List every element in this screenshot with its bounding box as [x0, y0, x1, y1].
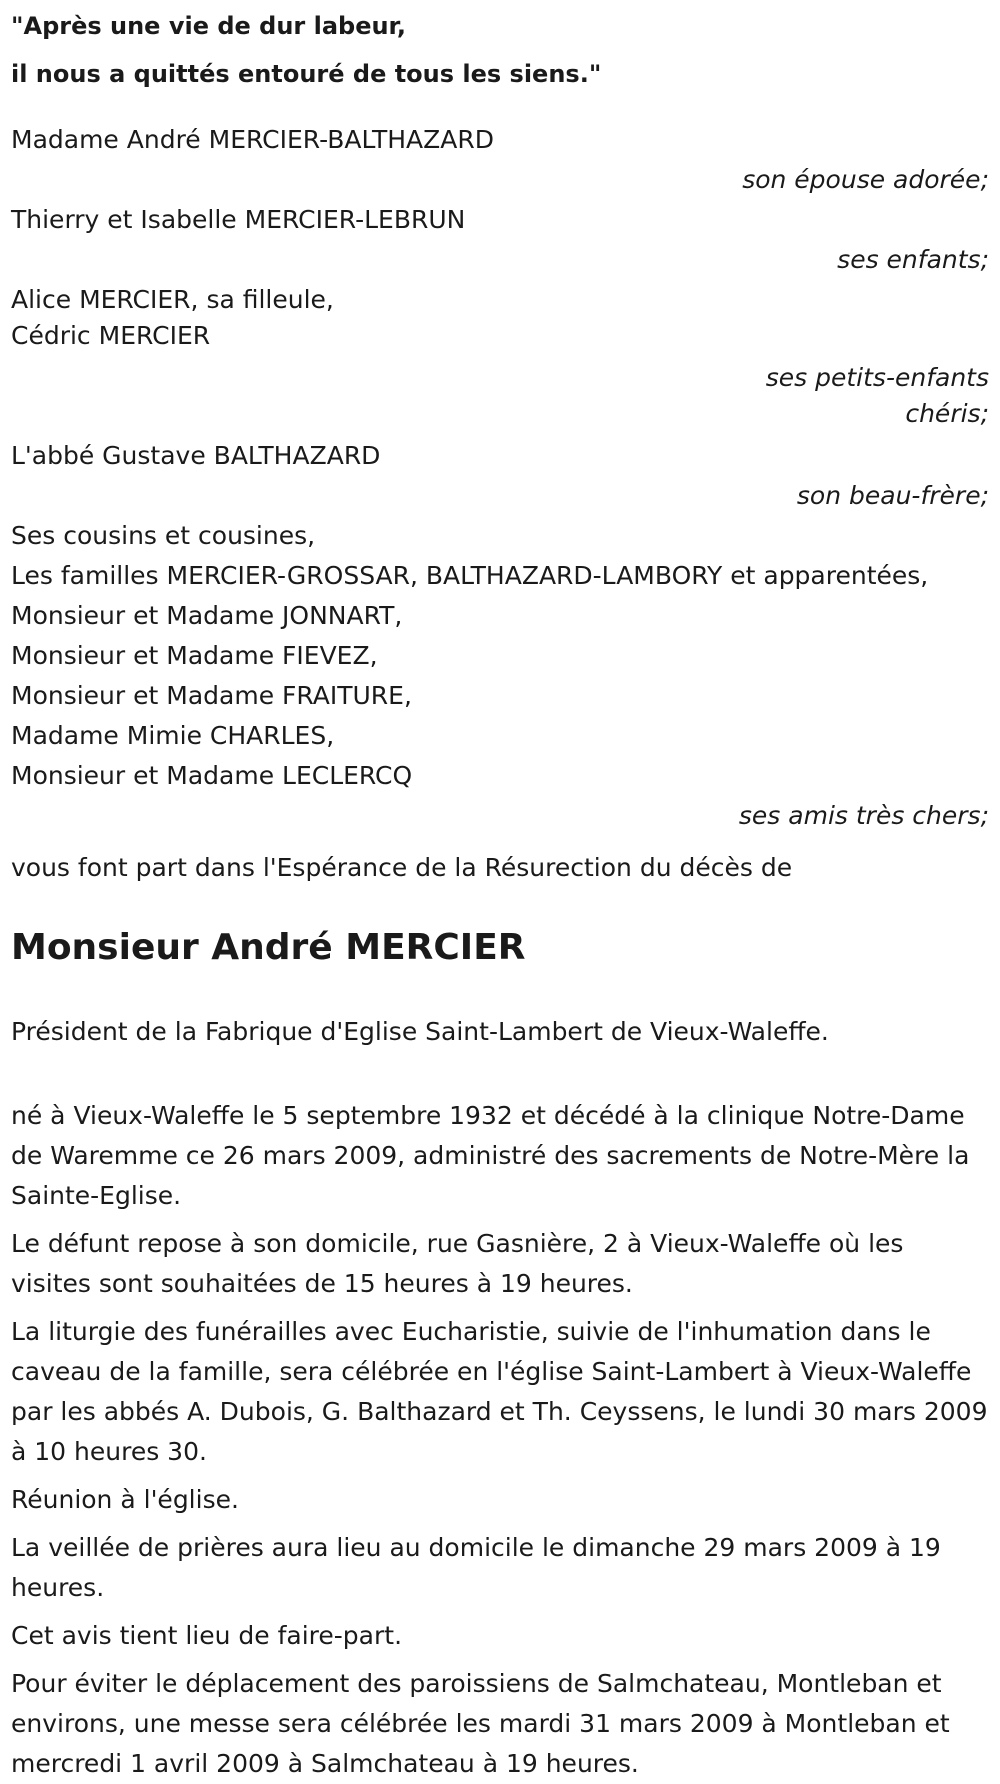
family-role: ses enfants;	[837, 245, 989, 274]
family-name: Alice MERCIER, sa filleule,	[11, 285, 334, 314]
family-name: Les familles MERCIER-GROSSAR, BALTHAZARD-LAMBORY et apparentées,	[11, 561, 929, 590]
epigraph	[11, 2, 989, 98]
paragraph-meeting: Réunion à l'église.	[11, 1485, 239, 1514]
family-entry-friends	[11, 516, 989, 836]
family-name: Cédric MERCIER	[11, 321, 211, 350]
family-name: Monsieur et Madame LECLERCQ	[11, 761, 413, 790]
family-role: son beau-frère;	[796, 481, 989, 510]
paragraph-funeral: La liturgie des funérailles avec Eucharistie, suivie de l'inhumation dans le caveau de la famille, sera célébrée en l'église Saint-Lambert à Vieux-Waleffe par les abbés A. Dubois, G. Balthazard et Th. Ceyssens, le lundi 30 mars 2009 à 10 heures 30.	[11, 1317, 988, 1466]
family-name: Madame Mimie CHARLES,	[11, 721, 335, 750]
paragraph-birth-death: né à Vieux-Waleffe le 5 septembre 1932 et décédé à la clinique Notre-Dame de Waremme ce 26 mars 2009, administré des sacrements de Notre-Mère la Sainte-Eglise.	[11, 1101, 970, 1210]
paragraph-mass: Pour éviter le déplacement des paroissiens de Salmchateau, Montleban et environs, une messe sera célébrée les mardi 31 mars 2009 à Montleban et mercredi 1 avril 2009 à Salmchateau à 19 heures.	[11, 1669, 950, 1778]
epigraph-line-1: "Après une vie de dur labeur,	[11, 12, 406, 40]
family-name: L'abbé Gustave BALTHAZARD	[11, 441, 381, 470]
deceased-title: Président de la Fabrique d'Eglise Saint-Lambert de Vieux-Waleffe.	[11, 1017, 829, 1046]
family-name: Ses cousins et cousines,	[11, 521, 316, 550]
family-entry-grandchildren	[11, 280, 989, 434]
paragraph-notice: Cet avis tient lieu de faire-part.	[11, 1621, 403, 1650]
family-name: Madame André MERCIER-BALTHAZARD	[11, 125, 494, 154]
family-name: Thierry et Isabelle MERCIER-LEBRUN	[11, 205, 466, 234]
family-role: ses petits-enfants	[765, 363, 989, 392]
obituary-page	[0, 2, 1000, 1778]
family-name: Monsieur et Madame FRAITURE,	[11, 681, 412, 710]
family-role: ses amis très chers;	[738, 801, 989, 830]
deceased-name: Monsieur André MERCIER	[11, 927, 526, 968]
family-name: Monsieur et Madame JONNART,	[11, 601, 403, 630]
paragraph-visitation: Le défunt repose à son domicile, rue Gasnière, 2 à Vieux-Waleffe où les visites sont souhaitées de 15 heures à 19 heures.	[11, 1229, 904, 1298]
family-entry-brother-in-law	[11, 436, 989, 516]
family-role: chéris;	[905, 399, 989, 428]
epigraph-line-2: il nous a quittés entouré de tous les siens."	[11, 60, 602, 88]
paragraph-vigil: La veillée de prières aura lieu au domicile le dimanche 29 mars 2009 à 19 heures.	[11, 1533, 941, 1602]
announcement: vous font part dans l'Espérance de la Résurection du décès de	[11, 853, 793, 882]
family-name: Monsieur et Madame FIEVEZ,	[11, 641, 378, 670]
family-entry-children	[11, 200, 989, 280]
family-entry-spouse	[11, 120, 989, 200]
family-role: son épouse adorée;	[742, 165, 989, 194]
